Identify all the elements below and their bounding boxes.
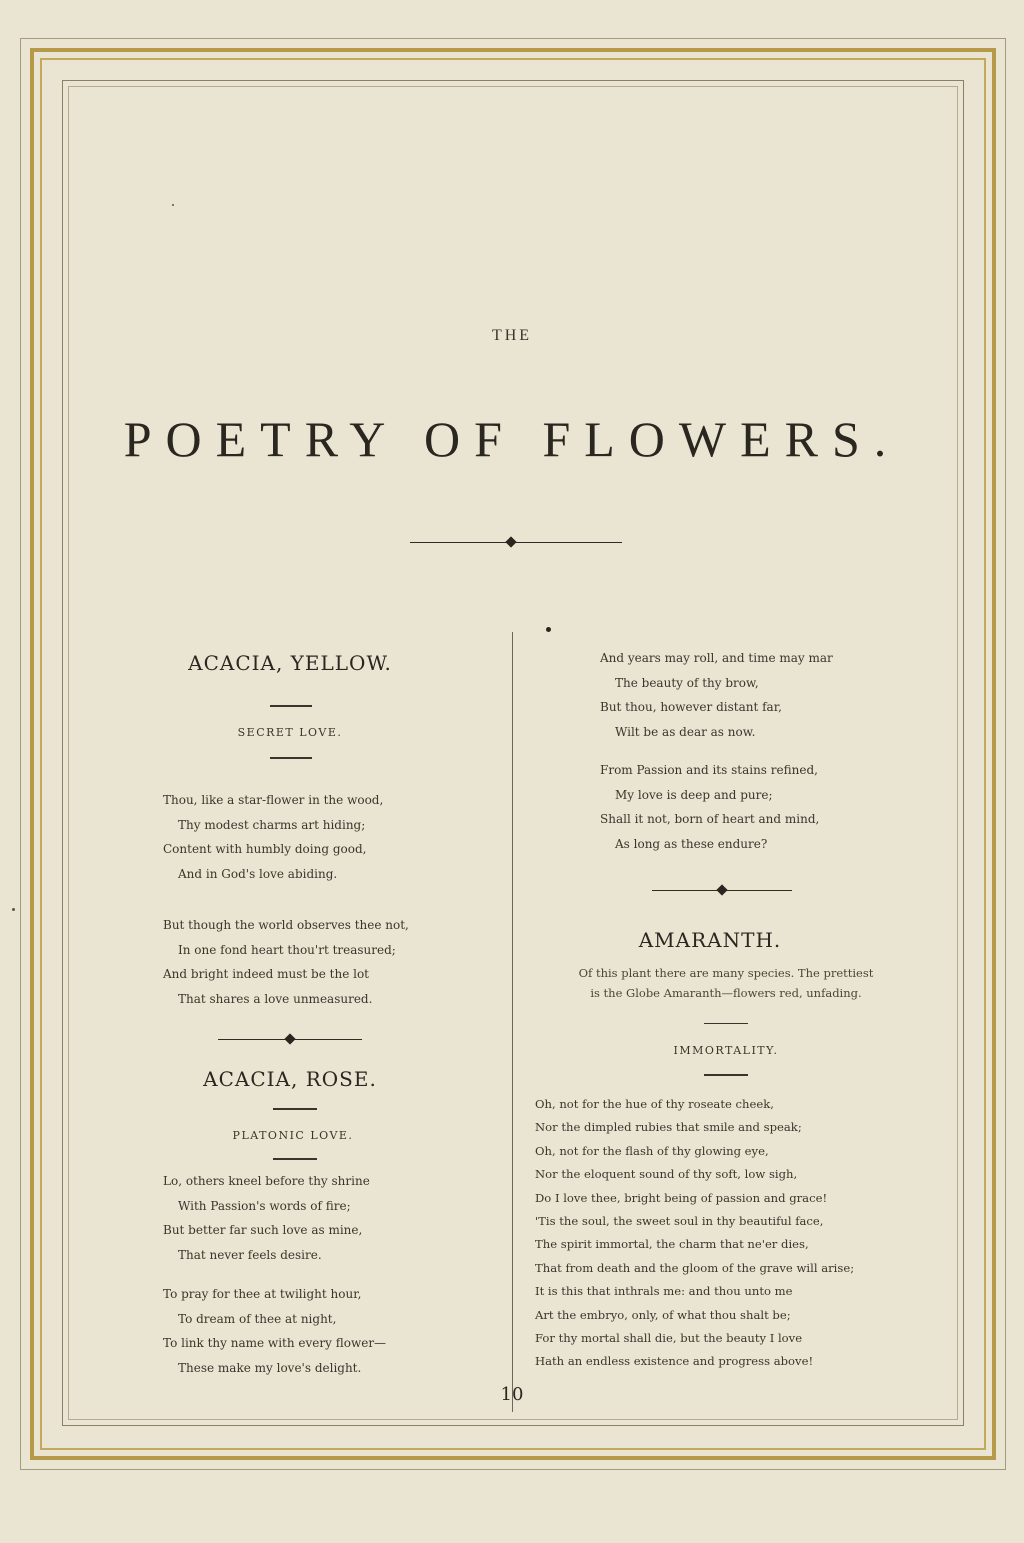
amaranth-description: Of this plant there are many species. The prettiest is the Globe Amaranth—flowers red, unfading. xyxy=(578,966,874,1000)
diamond-icon xyxy=(505,536,516,547)
poem-acacia-yellow-stanza-2: But though the world observes thee not, In one fond heart thou'rt treasured; And bright indeed must be the lot That shares a love unmeasured. xyxy=(163,918,409,1006)
poem-continued-stanza-2: From Passion and its stains refined, My love is deep and pure; Shall it not, born of heart and mind, As long as these endure? xyxy=(600,763,820,851)
poem-acacia-yellow-stanza-1: Thou, like a star-flower in the wood, Thy modest charms art hiding; Content with humbly doing good, And in God's love abiding. xyxy=(163,793,384,881)
heading-rule xyxy=(273,1108,317,1110)
page-title: POETRY OF FLOWERS. xyxy=(123,411,901,467)
section-ornament xyxy=(218,1034,362,1046)
dot-mark xyxy=(546,627,551,632)
section-heading-acacia-yellow: ACACIA, YELLOW. xyxy=(188,651,392,675)
column-divider xyxy=(512,632,513,1412)
paper-speck xyxy=(172,204,174,206)
poem-acacia-rose-stanza-1: Lo, others kneel before thy shrine With Passion's words of fire; But better far such love as mine, That never feels desire. xyxy=(163,1174,370,1262)
title-ornament xyxy=(410,537,622,549)
diamond-icon xyxy=(716,884,727,895)
section-heading-amaranth: AMARANTH. xyxy=(638,928,782,952)
subtitle-rule xyxy=(273,1158,317,1160)
description-rule xyxy=(704,1023,748,1024)
poem-continued-stanza-1: And years may roll, and time may mar The beauty of thy brow, But thou, however distant far, Wilt be as dear as now. xyxy=(600,651,833,739)
diamond-icon xyxy=(284,1033,295,1044)
section-ornament xyxy=(652,885,792,897)
poem-acacia-rose-stanza-2: To pray for thee at twilight hour, To dream of thee at night, To link thy name with every flower— These make my love's delight. xyxy=(163,1287,387,1375)
heading-rule xyxy=(270,705,312,707)
page-number: 10 xyxy=(500,1384,524,1405)
poem-amaranth: Oh, not for the hue of thy roseate cheek, Nor the dimpled rubies that smile and speak; Oh, not for the flash of thy glowing eye, Nor the eloquent sound of thy soft, low sigh, Do I love thee, bright being of passion and grace! 'Tis the soul, the sweet soul in thy beautiful face, The spirit immortal, the charm that ne'er dies, That from death and the gloom of the grave will arise; It is this that inthrals me: and thou unto me Art the embryo, only, of what thou shalt be; For thy mortal shall die, but the beauty I love Hath an endless existence and progress above! xyxy=(535,1097,855,1369)
subtitle-rule xyxy=(270,757,312,759)
section-subtitle-secret-love: SECRET LOVE. xyxy=(237,726,343,739)
section-heading-acacia-rose: ACACIA, ROSE. xyxy=(203,1067,377,1091)
section-subtitle-immortality: IMMORTALITY. xyxy=(673,1044,779,1057)
subtitle-rule xyxy=(704,1074,748,1076)
title-small: THE xyxy=(491,327,533,344)
margin-speck xyxy=(12,908,15,911)
section-subtitle-platonic-love: PLATONIC LOVE. xyxy=(232,1129,354,1142)
